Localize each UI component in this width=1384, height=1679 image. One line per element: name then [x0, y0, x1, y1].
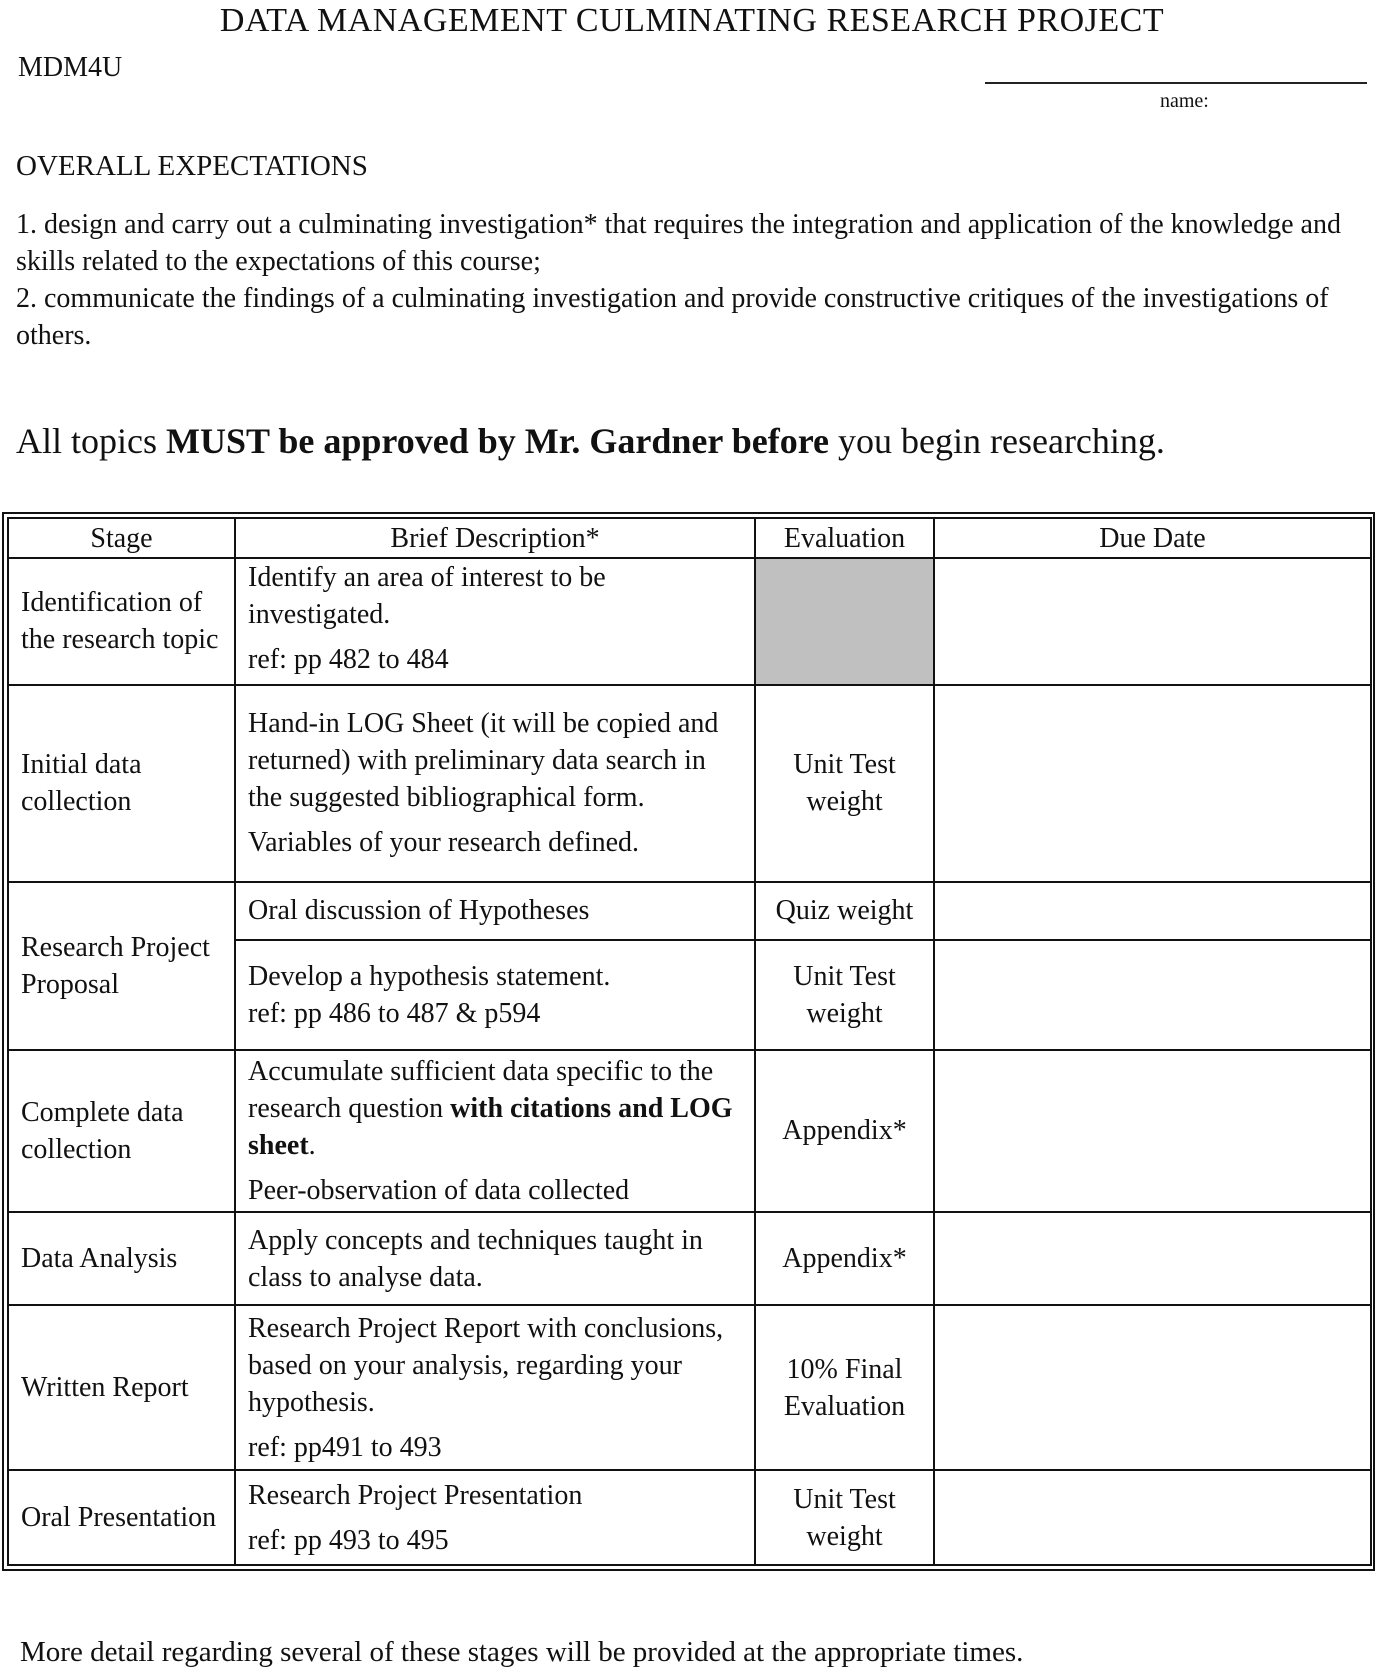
due-date-cell	[934, 882, 1371, 940]
stage-cell: Oral Presentation	[8, 1470, 235, 1565]
description-text: Hand-in LOG Sheet (it will be copied and returned) with preliminary data search in the suggested bibliographical form.	[248, 708, 719, 814]
reference-text: ref: pp 486 to 487 & p594	[248, 997, 541, 1029]
evaluation-cell-shaded	[755, 558, 934, 685]
stage-cell: Complete data collection	[8, 1050, 235, 1213]
table-row	[8, 1470, 1371, 1565]
approval-text-bold: MUST be approved by Mr. Gardner before	[166, 421, 830, 461]
description-text: Research Project Report with conclusions, based on your analysis, regarding your hypothesis.	[248, 1312, 724, 1418]
stages-table	[7, 517, 1372, 1566]
header-description: Brief Description*	[235, 518, 755, 558]
description-text: Accumulate sufficient data specific to the research question	[248, 1055, 714, 1124]
description-cell	[235, 1050, 755, 1213]
table-row	[8, 558, 1371, 685]
table-row	[8, 685, 1371, 882]
evaluation-cell: Quiz weight	[755, 882, 934, 940]
reference-text: ref: pp 493 to 495	[248, 1524, 449, 1556]
name-field-line	[985, 82, 1367, 84]
description-cell	[235, 1470, 755, 1565]
stage-cell: Written Report	[8, 1305, 235, 1471]
evaluation-cell: Unit Test weight	[755, 685, 934, 882]
evaluation-cell: 10% Final Evaluation	[755, 1305, 934, 1471]
stage-cell: Data Analysis	[8, 1212, 235, 1305]
description-text: Develop a hypothesis statement.	[248, 960, 611, 992]
table-row	[8, 1212, 1371, 1305]
due-date-cell	[934, 1305, 1371, 1471]
evaluation-cell: Unit Test weight	[755, 1470, 934, 1565]
description-cell	[235, 558, 755, 685]
reference-text: ref: pp491 to 493	[248, 1431, 442, 1463]
approval-text-2: you begin researching.	[829, 421, 1165, 461]
due-date-cell	[934, 940, 1371, 1050]
description-cell: Oral discussion of Hypotheses	[235, 882, 755, 940]
footer-note: More detail regarding several of these stages will be provided at the appropriate times.	[20, 1636, 1024, 1668]
header-due-date: Due Date	[934, 518, 1371, 558]
stage-cell: Identification of the research topic	[8, 558, 235, 685]
document-title: DATA MANAGEMENT CULMINATING RESEARCH PROJECT	[219, 2, 1165, 39]
expectations-heading: OVERALL EXPECTATIONS	[16, 150, 368, 182]
description-text: Identify an area of interest to be investigated.	[248, 562, 606, 631]
description-cell	[235, 940, 755, 1050]
table-row	[8, 1305, 1371, 1471]
expectation-item-2: 2. communicate the findings of a culminating investigation and provide constructive critiques of the investigations of others.	[16, 283, 1329, 351]
due-date-cell	[934, 1470, 1371, 1565]
name-label: name:	[1160, 90, 1209, 112]
evaluation-cell: Appendix*	[755, 1212, 934, 1305]
stage-cell: Initial data collection	[8, 685, 235, 882]
table-row	[8, 882, 1371, 940]
due-date-cell	[934, 685, 1371, 882]
course-code: MDM4U	[18, 52, 123, 83]
description-text-end: .	[308, 1129, 316, 1161]
description-text: Research Project Presentation	[248, 1479, 583, 1511]
header-stage: Stage	[8, 518, 235, 558]
evaluation-cell: Unit Test weight	[755, 940, 934, 1050]
description-cell: Apply concepts and techniques taught in class to analyse data.	[235, 1212, 755, 1305]
description-bold-text: with citations and LOG sheet	[248, 1092, 733, 1161]
approval-notice	[16, 420, 1165, 462]
reference-text: ref: pp 482 to 484	[248, 644, 449, 676]
table-row	[8, 1050, 1371, 1213]
reference-text: Peer-observation of data collected	[248, 1174, 630, 1206]
header-evaluation: Evaluation	[755, 518, 934, 558]
reference-text: Variables of your research defined.	[248, 827, 640, 859]
due-date-cell	[934, 558, 1371, 685]
stage-cell: Research Project Proposal	[8, 882, 235, 1050]
description-cell	[235, 1305, 755, 1471]
table-header-row	[8, 518, 1371, 558]
due-date-cell	[934, 1212, 1371, 1305]
due-date-cell	[934, 1050, 1371, 1213]
evaluation-cell: Appendix*	[755, 1050, 934, 1213]
expectation-item-1: 1. design and carry out a culminating investigation* that requires the integration and application of the knowledge and skills related to the expectations of this course;	[16, 209, 1341, 277]
stages-table-frame	[2, 512, 1375, 1571]
description-cell	[235, 685, 755, 882]
approval-text-1: All topics	[16, 421, 166, 461]
